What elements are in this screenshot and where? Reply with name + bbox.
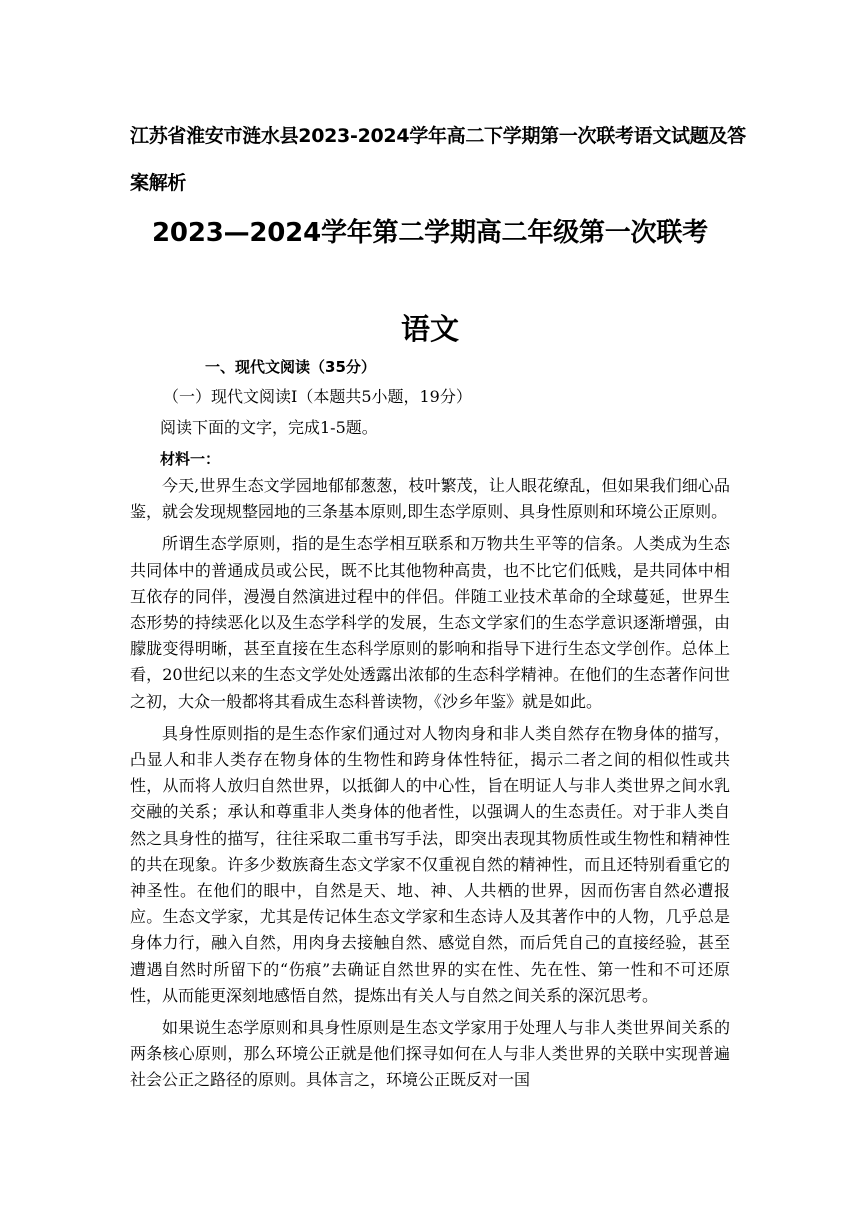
passage-paragraph-2: 所谓生态学原则，指的是生态学相互联系和万物共生平等的信条。人类成为生态共同体中的普通成员或公民，既不比其他物种高贵，也不比它们低贱，是共同体中相互依存的同伴，漫漫自然演进过程中的伴侣。伴随工业技术革命的全球蔓延，世界生态形势的持续恶化以及生态学科学的发展，生态文学家们的生态学意识逐渐增强，由朦胧变得明晰，甚至直接在生态科学原则的影响和指导下进行生态文学创作。总体上看，20世纪以来的生态文学处处透露出浓郁的生态科学精神。在他们的生态著作问世之初，大众一般都将其看成生态科普读物，《沙乡年鉴》就是如此。 — [130, 534, 730, 711]
passage-paragraph-4: 如果说生态学原则和具身性原则是生态文学家用于处理人与非人类世界间关系的两条核心原则，那么环境公正就是他们探寻如何在人与非人类世界的关联中实现普遍社会公正之路径的原则。具体言之，环境公正既反对一国 — [130, 1018, 730, 1090]
section-heading: 一、现代文阅读（35分） — [205, 358, 376, 376]
sub-heading: （一）现代文阅读Ⅰ（本题共5小题，19分） — [163, 387, 472, 406]
reading-passage — [130, 473, 730, 1100]
document-header-title: 江苏省淮安市涟水县2023-2024学年高二下学期第一次联考语文试题及答案解析 — [130, 125, 746, 194]
passage-paragraph-1: 今天,世界生态文学园地郁郁葱葱，枝叶繁茂，让人眼花缭乱，但如果我们细心品鉴，就会发现规整园地的三条基本原则,即生态学原则、具身性原则和环境公正原则。 — [130, 476, 730, 522]
passage-paragraph-3: 具身性原则指的是生态作家们通过对人物肉身和非人类自然存在物身体的描写，凸显人和非人类存在物身体的生物性和跨身体性特征，揭示二者之间的相似性或共性，从而将人放归自然世界，以抵御人的中心性，旨在明证人与非人类世界之间水乳交融的关系；承认和尊重非人类身体的他者性，以强调人的生态责任。对于非人类自然之具身性的描写，往往采取二重书写手法，即突出表现其物质性或生物性和精神性的共在现象。许多少数族裔生态文学家不仅重视自然的精神性，而且还特别看重它的神圣性。在他们的眼中，自然是天、地、神、人共栖的世界，因而伤害自然必遭报应。生态文学家，尤其是传记体生态文学家和生态诗人及其著作中的人物，几乎总是身体力行，融入自然，用肉身去接触自然、感觉自然，而后凭自己的直接经验，甚至遭遇自然时所留下的“伤痕”去确证自然世界的实在性、先在性、第一性和不可还原性，从而能更深刻地感悟自然，提炼出有关人与自然之间关系的深沉思考。 — [130, 723, 730, 1005]
exam-subject: 语文 — [400, 312, 459, 346]
reading-instruction: 阅读下面的文字，完成1-5题。 — [160, 418, 378, 437]
exam-title: 2023—2024学年第二学期高二年级第一次联考 — [152, 218, 708, 248]
material-label: 材料一： — [160, 450, 221, 468]
